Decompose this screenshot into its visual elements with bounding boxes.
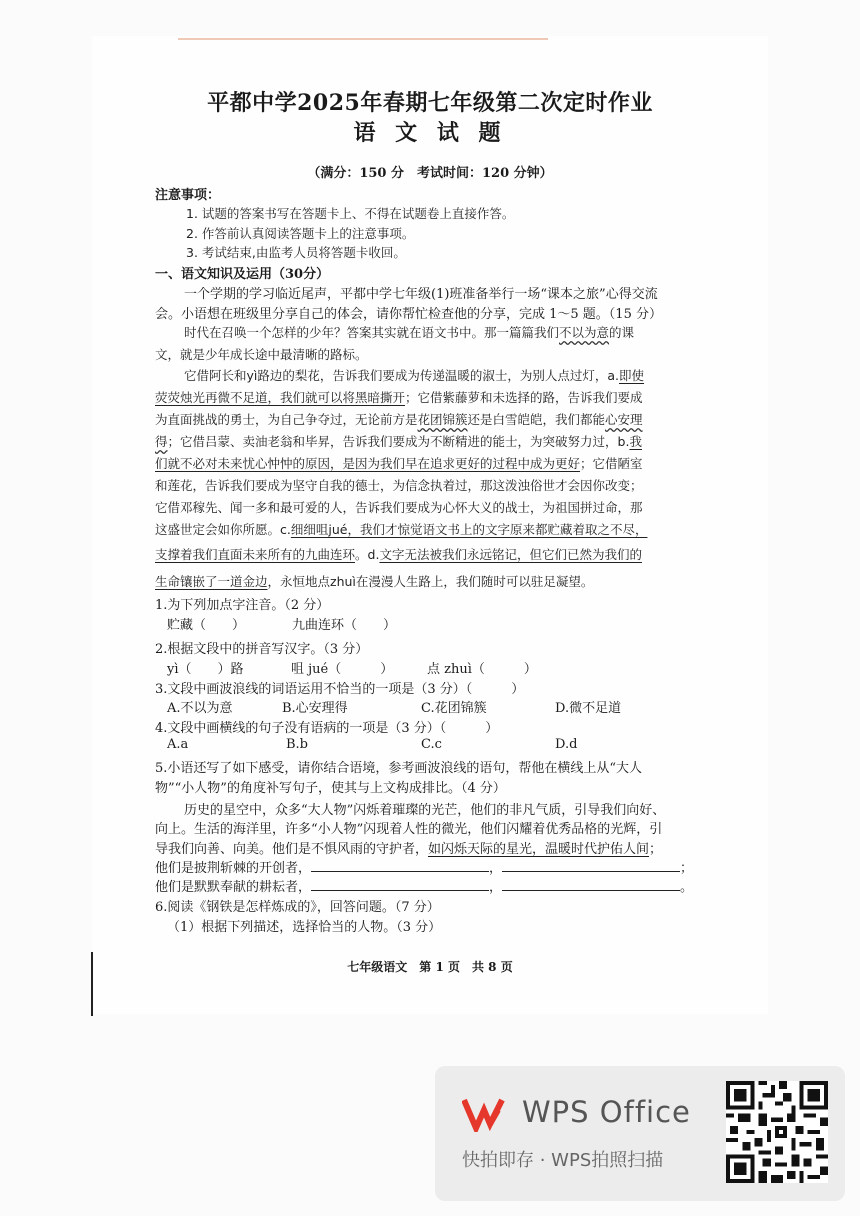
notice-item: 2. 作答前认真阅读答题卡上的注意事项。 — [186, 226, 415, 241]
wavy-word: 得 — [155, 434, 168, 449]
passage-line: 时代在召唤一个怎样的少年？答案其实就在语文书中。那一篇篇我们不以为意的课 — [184, 325, 635, 340]
question-option: D.d — [555, 737, 578, 752]
underlined-sentence: 即使 — [619, 368, 645, 383]
passage-line: 和莲花，告诉我们要成为坚守自我的德士，为信念执着过，那这泼浊俗世才会因你改变； — [155, 478, 643, 493]
underlined-sentence: 我 — [629, 434, 642, 449]
question-body: 向上。生活的海洋里，许多“小人物”闪现着人性的微光，他们闪耀着优秀品格的光辉，引 — [155, 822, 663, 837]
question-option: B.心安理得 — [282, 701, 348, 716]
passage-line: 生命镶嵌了一道金边，永恒地点zhuì在漫漫人生路上，我们随时可以驻足凝望。 — [155, 574, 594, 589]
section-intro-line: 一个学期的学习临近尾声，平都中学七年级(1)班准备举行一场“课本之旅”心得交流 — [184, 287, 658, 302]
question-body: 历史的星空中，众多“大人物”闪烁着璀璨的光芒，他们的非凡气质，引导我们向好、 — [184, 803, 666, 818]
question-option: B.b — [286, 737, 309, 752]
passage-line: 文，就是少年成长途中最清晰的路标。 — [155, 347, 368, 362]
question-stem: 6.阅读《钢铁是怎样炼成的》，回答问题。（7 分） — [155, 900, 440, 915]
underlined-sentence: 们就不必对未来忧心忡忡的原因，是因为我们早在追求更好的过程中成为更好 — [155, 456, 581, 471]
exam-title: 平都中学2025年春期七年级第二次定时作业 — [207, 90, 653, 116]
passage-line: 这盛世定会如你所愿。c.细细咀jué，我们才惊觉语文书上的文字原来都贮藏着取之不尽， — [155, 522, 648, 537]
qr-code-icon[interactable] — [726, 1081, 828, 1183]
page-footer: 七年级语文 第 1 页 共 8 页 — [347, 960, 513, 974]
question-option: C.c — [421, 737, 442, 752]
passage-line: 为直面挑战的勇士，为自己争夺过，无论前方是花团锦簇还是白雪皑皑，我们都能心安理 — [155, 412, 643, 427]
section-intro-line: 会。小语想在班级里分享自己的体会，请你帮忙检查他的分享，完成 1～5 题。（15 分） — [155, 307, 662, 322]
underlined-sentence: 生命镶嵌了一道金边 — [155, 574, 268, 589]
passage-line: 们就不必对未来忧心忡忡的原因，是因为我们早在追求更好的过程中成为更好；它借陋室 — [155, 456, 643, 471]
underlined-sentence: 支撑着我们直面未来所有的九曲连环 — [155, 547, 356, 562]
underlined-sentence: 文字无法被我们永远铭记，但它们已然为我们的 — [379, 547, 642, 562]
question-sub: （1）根据下列描述，选择恰当的人物。（3 分） — [167, 920, 442, 935]
question-item: 点 zhuì（ ） — [427, 662, 537, 677]
question-stem: 1.为下列加点字注音。（2 分） — [155, 598, 330, 613]
question-stem: 物”“小人物”的角度补写句子，使其与上文构成排比。（4 分） — [155, 781, 506, 796]
wavy-word: 花团锦簇 — [417, 412, 468, 427]
notice-heading: 注意事项： — [155, 188, 221, 203]
answer-blank[interactable] — [502, 859, 680, 872]
exam-meta: （满分：150 分 考试时间：120 分钟） — [307, 166, 553, 181]
question-stem: 4.文段中画横线的句子没有语病的一项是（3 分）（ ） — [155, 721, 499, 736]
wavy-word: 不以为意 — [559, 325, 610, 340]
answer-line: 他们是默默奉献的耕耘者， ， 。 — [155, 880, 694, 895]
question-stem: 3.文段中画波浪线的词语运用不恰当的一项是（3 分）（ ） — [155, 682, 525, 697]
passage-line: 它借邓稼先、闻一多和最可爱的人，告诉我们要成为心怀大义的战士，为祖国拼过命，那 — [155, 500, 643, 515]
question-stem: 2.根据文段中的拼音写汉字。（3 分） — [155, 642, 369, 657]
notice-item: 3. 考试结束,由监考人员将答题卡收回。 — [186, 245, 406, 260]
paper-top-edge — [178, 38, 548, 40]
question-option: C.花团锦簇 — [421, 701, 487, 716]
question-item: 贮藏（ ） — [167, 618, 246, 633]
underlined-sentence: 如闪烁天际的星光，温暖时代护佑人间 — [428, 842, 650, 857]
wps-brand-text: WPS Office — [522, 1095, 691, 1129]
passage-line: 得；它借吕蒙、卖油老翁和毕昇，告诉我们要成为不断精进的能士，为突破努力过，b.我 — [155, 434, 642, 449]
passage-line: 荧荧烛光再微不足道，我们就可以将黑暗撕开；它借紫藤萝和未选择的路，告诉我们要成 — [155, 390, 643, 405]
notice-item: 1. 试题的答案书写在答题卡上、不得在试题卷上直接作答。 — [186, 206, 515, 221]
answer-blank[interactable] — [502, 878, 680, 891]
question-stem: 5.小语还写了如下感受，请你结合语境，参考画波浪线的语句，帮他在横线上从“大人 — [155, 761, 643, 776]
question-item: 咀 jué（ ） — [291, 662, 394, 677]
wavy-word: 心安理 — [605, 412, 643, 427]
passage-line: 它借阿长和yì路边的梨花，告诉我们要成为传递温暖的淑士，为别人点过灯，a.即使 — [184, 368, 645, 383]
section-heading: 一、语文知识及运用（30分） — [155, 267, 330, 282]
passage-line: 支撑着我们直面未来所有的九曲连环。d.文字无法被我们永远铭记，但它们已然为我们的 — [155, 547, 642, 562]
answer-line: 他们是披荆斩棘的开创者， ， ； — [155, 861, 694, 876]
question-option: D.微不足道 — [555, 701, 622, 716]
wps-slogan: 快拍即存 · WPS拍照扫描 — [462, 1150, 664, 1171]
question-item: 九曲连环（ ） — [292, 618, 397, 633]
question-item: yì（ ）路 — [167, 662, 244, 677]
exam-subtitle: 语 文 试 题 — [353, 120, 507, 146]
underlined-sentence: 细细咀jué，我们才惊觉语文书上的文字原来都贮藏着取之不尽， — [290, 522, 648, 537]
wps-w-logo-icon — [462, 1096, 518, 1132]
question-option: A.a — [167, 737, 189, 752]
underlined-sentence: 荧荧烛光再微不足道，我们就可以将黑暗撕开 — [155, 390, 406, 405]
question-option: A.不以为意 — [167, 701, 233, 716]
question-body: 导我们向善、向美。他们是不惧风雨的守护者，如闪烁天际的星光，温暖时代护佑人间； — [155, 842, 663, 857]
answer-blank[interactable] — [311, 878, 489, 891]
answer-blank[interactable] — [311, 859, 489, 872]
